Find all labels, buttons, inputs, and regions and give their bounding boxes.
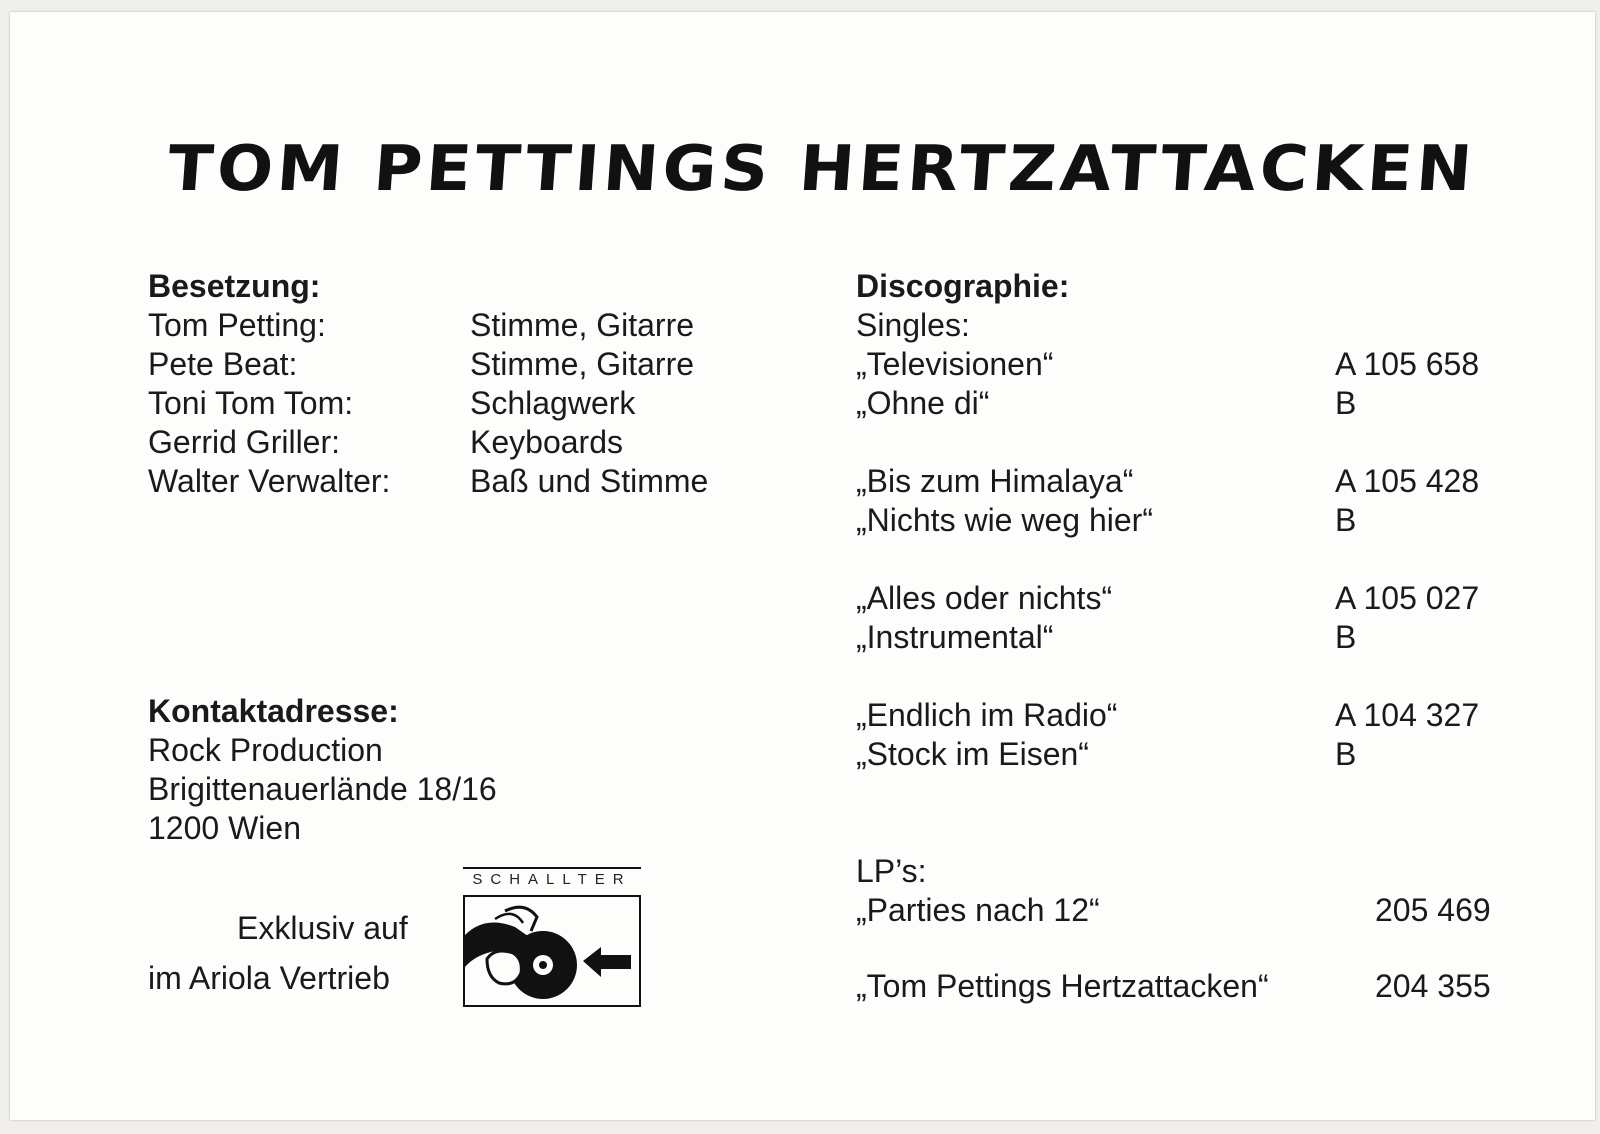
single-catalog-number: A 105 027 [1335, 580, 1480, 616]
label-line-1: Exklusiv auf [237, 910, 408, 946]
member-name: Pete Beat: [148, 346, 298, 382]
single-a-title: „Alles oder nichts“ [856, 580, 1113, 616]
lp-catalog-number: 205 469 [1375, 892, 1491, 928]
singles-heading: Singles: [856, 307, 970, 343]
member-role: Keyboards [470, 424, 623, 460]
single-catalog-number: A 104 327 [1335, 697, 1480, 733]
label-logo-box [463, 895, 641, 1007]
label-brand-name: SCHALLTER [463, 867, 641, 891]
besetzung-heading: Besetzung: [148, 268, 321, 304]
single-a-title: „Bis zum Himalaya“ [856, 463, 1134, 499]
single-b-title: „Ohne di“ [856, 385, 990, 421]
info-card [10, 12, 1595, 1120]
member-name: Gerrid Griller: [148, 424, 341, 460]
single-a-title: „Televisionen“ [856, 346, 1054, 382]
member-name: Toni Tom Tom: [148, 385, 354, 421]
single-b-side: B [1335, 619, 1357, 655]
member-role: Stimme, Gitarre [470, 307, 695, 343]
vinyl-record-hand-icon [465, 897, 639, 1005]
member-name: Tom Petting: [148, 307, 326, 343]
discographie-heading: Discographie: [856, 268, 1070, 304]
lp-catalog-number: 204 355 [1375, 968, 1491, 1004]
member-role: Stimme, Gitarre [470, 346, 695, 382]
single-b-side: B [1335, 502, 1357, 538]
single-catalog-number: A 105 428 [1335, 463, 1480, 499]
lp-title: „Tom Pettings Hertzattacken“ [856, 968, 1269, 1004]
lps-heading: LP’s: [856, 853, 927, 889]
address-line: 1200 Wien [148, 810, 301, 846]
address-line: Brigittenauerlände 18/16 [148, 771, 497, 807]
member-role: Baß und Stimme [470, 463, 709, 499]
single-b-title: „Stock im Eisen“ [856, 736, 1089, 772]
single-b-side: B [1335, 736, 1357, 772]
single-a-title: „Endlich im Radio“ [856, 697, 1118, 733]
kontakt-heading: Kontaktadresse: [148, 693, 399, 729]
label-line-2: im Ariola Vertrieb [148, 960, 390, 996]
lp-title: „Parties nach 12“ [856, 892, 1100, 928]
address-line: Rock Production [148, 732, 383, 768]
single-b-side: B [1335, 385, 1357, 421]
single-b-title: „Instrumental“ [856, 619, 1054, 655]
single-b-title: „Nichts wie weg hier“ [856, 502, 1153, 538]
band-title: TOM PETTINGS HERTZATTACKEN [165, 131, 1479, 206]
member-name: Walter Verwalter: [148, 463, 391, 499]
single-catalog-number: A 105 658 [1335, 346, 1480, 382]
record-label-logo [463, 867, 641, 1009]
member-role: Schlagwerk [470, 385, 636, 421]
